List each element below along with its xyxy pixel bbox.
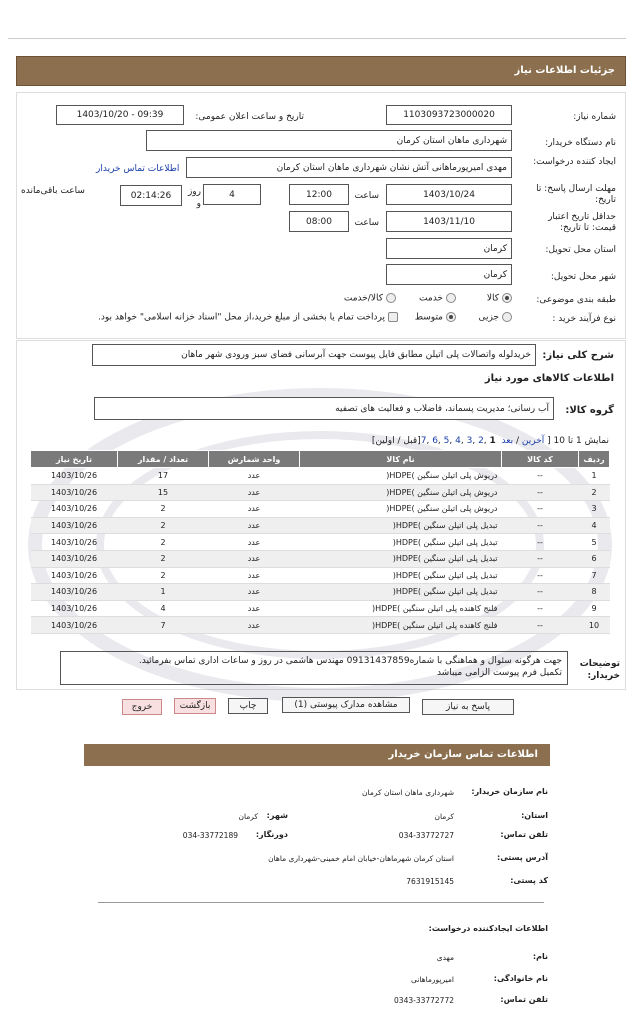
pagination-first[interactable]: اولین — [375, 436, 395, 446]
col-header-row-no: ردیف — [579, 451, 610, 468]
creator-field[interactable]: مهدی امیرپورماهانی آتش نشان شهرداری ماهان استان کرمان — [186, 157, 512, 178]
attachments-button[interactable]: مشاهده مدارک پیوستی (1) — [282, 697, 410, 713]
cell-date: 1403/10/26 — [31, 517, 118, 534]
page-link-4[interactable]: 4 — [455, 436, 461, 446]
cell-code: -- — [502, 517, 579, 534]
cell-row-no: 7 — [579, 567, 610, 584]
min-valid-time-field[interactable]: 08:00 — [289, 211, 349, 232]
cell-unit: عدد — [209, 567, 300, 584]
table-row[interactable] — [31, 484, 610, 501]
table-row[interactable] — [31, 501, 610, 518]
deadline-time-label: ساعت — [354, 191, 379, 201]
page-link-5[interactable]: 5 — [443, 436, 450, 446]
radio-icon — [446, 293, 456, 303]
cell-date: 1403/10/26 — [31, 501, 118, 518]
page-title: جزئیات اطلاعات نیاز — [514, 65, 615, 76]
category-option-service[interactable]: خدمت — [419, 293, 456, 304]
radio-selected-icon — [502, 293, 512, 303]
cell-qty: 2 — [118, 517, 209, 534]
cell-name: تبدیل پلی اتیلن سنگین )HDPE( — [300, 567, 502, 584]
cell-name: تبدیل پلی اتیلن سنگین )HDPE( — [300, 534, 502, 551]
pagination-showing: نمایش 1 تا 10 — [553, 436, 609, 446]
contact-postal-value: 7631915145 — [406, 877, 454, 886]
cell-code: -- — [502, 567, 579, 584]
cell-row-no: 9 — [579, 600, 610, 617]
announce-field[interactable]: 1403/10/20 - 09:39 — [56, 105, 184, 125]
cell-qty: 4 — [118, 600, 209, 617]
cell-code: -- — [502, 468, 579, 485]
notes-line-1: جهت هرگونه سئوال و هماهنگی با شماره09131437859 مهندس هاشمی در روز و ساعات اداری تماس بفرمائید. — [138, 656, 562, 666]
back-button[interactable]: بازگشت — [174, 698, 216, 714]
print-button[interactable]: چاپ — [228, 698, 268, 714]
cell-code: -- — [502, 617, 579, 634]
contact-phone-value: 034-33772727 — [398, 831, 454, 840]
cell-code: -- — [502, 484, 579, 501]
table-row[interactable] — [31, 550, 610, 567]
cell-row-no: 1 — [579, 468, 610, 485]
cell-date: 1403/10/26 — [31, 468, 118, 485]
pagination-prev[interactable]: قبل — [403, 436, 418, 446]
cell-row-no: 3 — [579, 501, 610, 518]
cell-unit: عدد — [209, 617, 300, 634]
cell-qty: 7 — [118, 617, 209, 634]
remaining-label: ساعت باقی‌مانده — [21, 186, 85, 196]
cell-date: 1403/10/26 — [31, 600, 118, 617]
contact-header-bar — [84, 744, 550, 766]
exit-button[interactable]: خروج — [122, 699, 162, 715]
cell-row-no: 5 — [579, 534, 610, 551]
cell-name: دریوش پلی اتیلن سنگین )HDPE( — [300, 468, 502, 485]
contact-fax-value: 034-33772189 — [182, 831, 238, 840]
province-field[interactable]: کرمان — [386, 238, 512, 259]
contact-title: اطلاعات تماس سازمان خریدار — [388, 749, 538, 760]
cell-name: تبدیل پلی اتیلن سنگین )HDPE( — [300, 584, 502, 601]
creator-family-label: نام خانوادگی: — [493, 974, 548, 983]
contact-org-label: نام سازمان خریدار: — [471, 787, 548, 796]
contact-address-value: استان کرمان شهرماهان-خیابان امام خمینی-شهرداری ماهان — [268, 854, 454, 863]
category-option-goods[interactable]: کالا — [487, 293, 512, 304]
pagination-next[interactable]: بعد — [501, 436, 514, 446]
cell-code: -- — [502, 501, 579, 518]
table-row[interactable] — [31, 600, 610, 617]
col-header-date: تاریخ نیاز — [31, 451, 118, 468]
creator-name-label: نام: — [532, 952, 548, 961]
reply-button[interactable]: پاسخ به نیاز — [422, 699, 514, 715]
page-header-bar — [16, 56, 626, 86]
cell-qty: 2 — [118, 550, 209, 567]
contact-postal-label: کد پستی: — [510, 876, 548, 885]
cell-date: 1403/10/26 — [31, 550, 118, 567]
cell-unit: عدد — [209, 550, 300, 567]
table-row[interactable] — [31, 567, 610, 584]
goods-info-heading: اطلاعات کالاهای مورد نیاز — [484, 373, 614, 384]
table-row[interactable] — [31, 468, 610, 485]
cell-unit: عدد — [209, 584, 300, 601]
cell-name: فلنج کاهنده پلی اتیلن سنگین )HDPE( — [300, 617, 502, 634]
contact-fax-label: دورنگار: — [255, 830, 288, 839]
notes-box — [60, 651, 568, 685]
contact-org-value: شهرداری ماهان استان کرمان — [362, 788, 454, 797]
cell-date: 1403/10/26 — [31, 584, 118, 601]
category-label: طبقه بندی موضوعی: — [536, 295, 616, 305]
cell-qty: 15 — [118, 484, 209, 501]
cell-unit: عدد — [209, 517, 300, 534]
pagination-last[interactable]: آخرین — [521, 436, 545, 446]
cell-name: تبدیل پلی اتیلن سنگین )HDPE( — [300, 550, 502, 567]
city-field[interactable]: کرمان — [386, 264, 512, 285]
creator-family-value: امیرپورماهانی — [411, 975, 454, 984]
pagination-bar: نمایش 1 تا 10 [ آخرین / بعد 7, 6, 5, 4, 3, 2, 1 [قبل / اولین] — [371, 436, 609, 446]
page-link-6[interactable]: 6 — [432, 436, 438, 446]
group-label: گروه کالا: — [565, 405, 614, 416]
process-label: نوع فرآیند خرید : — [552, 314, 616, 324]
creator-label: ایجاد کننده درخواست: — [533, 157, 616, 167]
page-link-7[interactable]: 7 — [420, 436, 427, 446]
deadline-time-field[interactable]: 12:00 — [289, 184, 349, 205]
checkbox-icon — [388, 312, 398, 322]
cell-qty: 17 — [118, 468, 209, 485]
table-row[interactable] — [31, 517, 610, 534]
cell-name: تبدیل پلی اتیلن سنگین )HDPE( — [300, 517, 502, 534]
cell-unit: عدد — [209, 501, 300, 518]
pagination-pages: 7, 6, 5, 4, 3, 2, 1 — [420, 436, 496, 446]
cell-row-no: 4 — [579, 517, 610, 534]
contact-city-label: شهر: — [266, 811, 288, 820]
cell-unit: عدد — [209, 534, 300, 551]
cell-date: 1403/10/26 — [31, 617, 118, 634]
col-header-name: نام کالا — [300, 451, 502, 468]
days-field[interactable]: 4 — [203, 184, 261, 205]
buyer-org-field[interactable]: شهرداری ماهان استان کرمان — [146, 130, 512, 151]
top-divider — [8, 38, 626, 39]
summary-field[interactable]: خریدلوله واتصالات پلی اتیلن مطابق فایل پیوست جهت آبرسانی فضای سبز ورودی شهر ماهان — [92, 344, 536, 366]
cell-qty: 1 — [118, 584, 209, 601]
process-option-medium[interactable]: متوسط — [415, 312, 456, 323]
cell-name: دریوش پلی اتیلن سنگین )HDPE( — [300, 484, 502, 501]
cell-unit: عدد — [209, 468, 300, 485]
cell-code: -- — [502, 550, 579, 567]
pagination-bracket-open: [ — [547, 436, 551, 446]
radio-icon — [502, 312, 512, 322]
col-header-qty: تعداد / مقدار — [118, 451, 209, 468]
days-label: روز و — [187, 187, 201, 209]
notes-line-2: تکمیل فرم پیوست الزامی میباشد — [436, 668, 562, 678]
radio-icon — [386, 293, 396, 303]
cell-code: -- — [502, 534, 579, 551]
contact-city-value: کرمان — [238, 812, 258, 821]
cell-row-no: 2 — [579, 484, 610, 501]
cell-unit: عدد — [209, 600, 300, 617]
summary-label: شرح کلی نیاز: — [542, 350, 614, 361]
min-valid-date-field[interactable]: 1403/11/10 — [386, 211, 512, 232]
creator-info-title: اطلاعات ایجادکننده درخواست: — [428, 924, 548, 933]
city-label: شهر محل تحویل: — [550, 272, 616, 282]
page-link-3[interactable]: 3 — [466, 436, 473, 446]
cell-row-no: 8 — [579, 584, 610, 601]
cell-date: 1403/10/26 — [31, 534, 118, 551]
cell-date: 1403/10/26 — [31, 484, 118, 501]
cell-code: -- — [502, 600, 579, 617]
cell-qty: 2 — [118, 501, 209, 518]
group-field[interactable]: آب رسانی؛ مدیریت پسماند، فاضلاب و فعالیت های تصفیه — [94, 397, 554, 420]
category-option-both[interactable]: کالا/خدمت — [344, 293, 396, 304]
items-table — [30, 450, 610, 634]
contact-divider — [98, 902, 544, 903]
need-number-label: شماره نیاز: — [573, 112, 616, 122]
contact-province-value: کرمان — [434, 812, 454, 821]
cell-date: 1403/10/26 — [31, 567, 118, 584]
page-current: 1 — [489, 436, 496, 446]
process-option-minor[interactable]: جزیی — [478, 312, 512, 323]
remaining-time-field[interactable]: 02:14:26 — [120, 185, 182, 206]
notes-label: توضیحات خریدار: — [579, 659, 620, 681]
contact-province-label: استان: — [521, 811, 548, 820]
cell-code: -- — [502, 584, 579, 601]
min-valid-label: حداقل تاریخ اعتبار قیمت: تا تاریخ: — [548, 212, 616, 233]
buyer-org-label: نام دستگاه خریدار: — [545, 138, 616, 148]
table-row[interactable] — [31, 617, 610, 634]
table-header-row — [31, 451, 610, 468]
deadline-date-field[interactable]: 1403/10/24 — [386, 184, 512, 205]
cell-unit: عدد — [209, 484, 300, 501]
cell-qty: 2 — [118, 534, 209, 551]
cell-name: دریوش پلی اتیلن سنگین )HDPE( — [300, 501, 502, 518]
creator-phone-value: 0343-33772772 — [394, 996, 454, 1005]
cell-row-no: 10 — [579, 617, 610, 634]
announce-label: تاریخ و ساعت اعلان عمومی: — [195, 112, 304, 122]
contact-phone-label: تلفن تماس: — [500, 830, 548, 839]
deadline-label: مهلت ارسال پاسخ: تا تاریخ: — [536, 184, 616, 205]
cell-qty: 2 — [118, 567, 209, 584]
table-row[interactable] — [31, 534, 610, 551]
min-valid-time-label: ساعت — [354, 218, 379, 228]
col-header-unit: واحد شمارش — [209, 451, 300, 468]
need-number-field[interactable]: 1103093723000020 — [386, 105, 512, 125]
treasury-checkbox[interactable]: پرداخت تمام یا بخشی از مبلغ خرید،از محل "اسناد خزانه اسلامی" خواهد بود. — [98, 312, 398, 323]
table-row[interactable] — [31, 584, 610, 601]
buyer-contact-link[interactable]: اطلاعات تماس خریدار — [96, 164, 180, 174]
province-label: استان محل تحویل: — [545, 245, 616, 255]
page-link-2[interactable]: 2 — [478, 436, 484, 446]
col-header-code: کد کالا — [502, 451, 579, 468]
cell-row-no: 6 — [579, 550, 610, 567]
radio-selected-icon — [446, 312, 456, 322]
contact-address-label: آدرس پستی: — [497, 853, 548, 862]
cell-name: فلنج کاهنده پلی اتیلن سنگین )HDPE( — [300, 600, 502, 617]
creator-name-value: مهدی — [436, 953, 454, 962]
creator-phone-label: تلفن تماس: — [500, 995, 548, 1004]
